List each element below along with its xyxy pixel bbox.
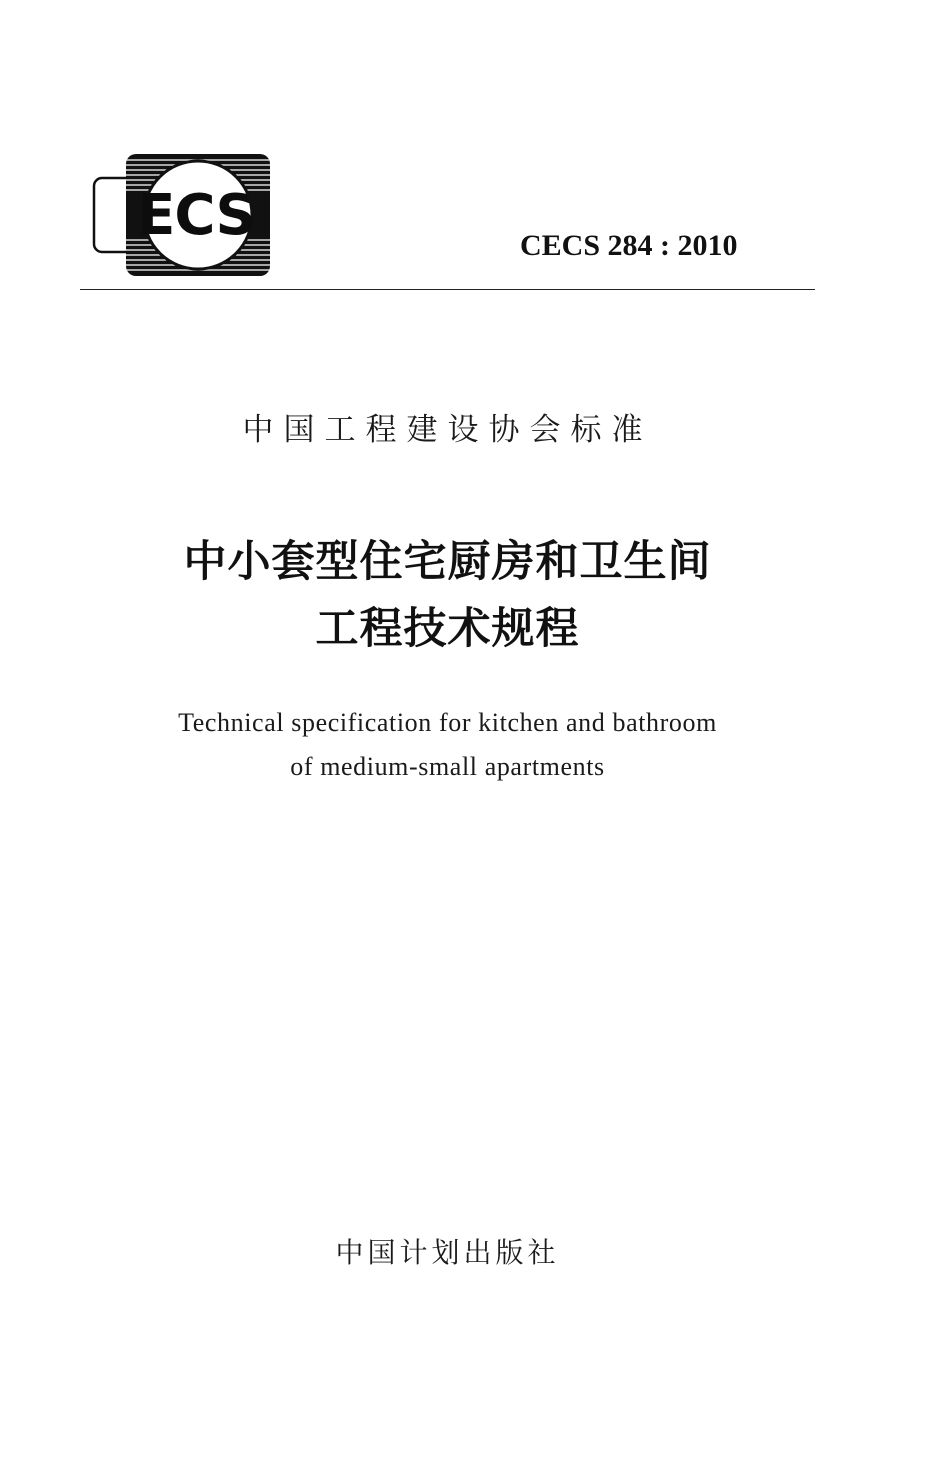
standard-code: CECS 284 : 2010 [520,229,738,262]
title-en-line-2: of medium-small apartments [290,752,605,781]
publisher-name: 中国计划出版社 [335,1236,560,1269]
ecs-logo [92,152,294,278]
organization-name: 中国工程建设协会标准 [242,412,653,448]
title-cn-line-1: 中小套型住宅厨房和卫生间 [183,537,712,587]
title-en-line-1: Technical specification for kitchen and bathroom [178,708,717,737]
header-divider [80,289,815,290]
title-cn-line-2: 工程技术规程 [315,604,580,654]
ecs-logo-letters: ECS [137,183,255,248]
